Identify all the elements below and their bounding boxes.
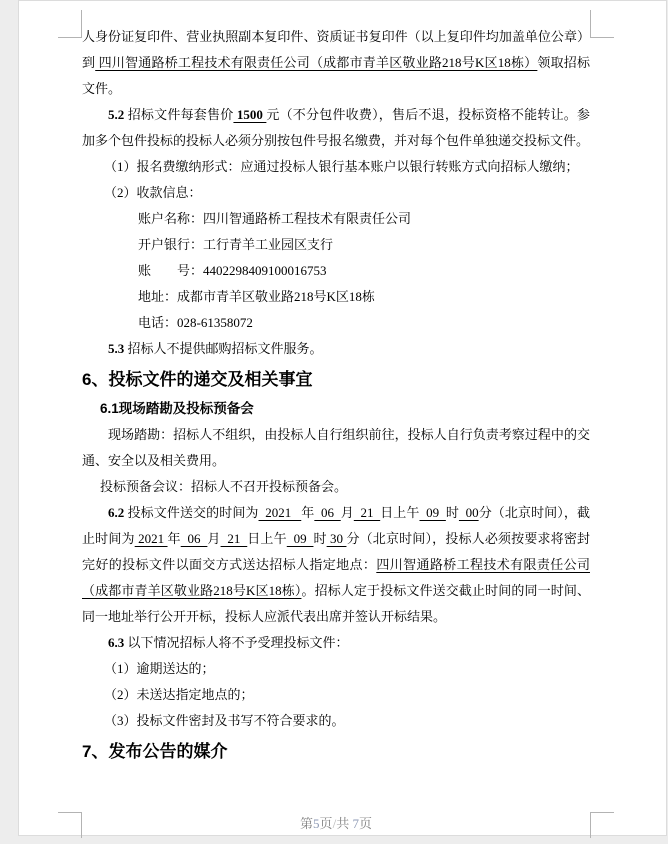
text-run: 四川智通路桥工程技术有限责任公司（成都市青羊区敬业路218号K区18栋） [95,55,538,70]
text-run: 年 [301,505,315,520]
text-run: 四川智通路桥工程技术有限责任公司（成都市青羊区敬业路218号K区18栋） [82,557,590,598]
text-run: 5 [313,816,320,831]
text-run: 00 [458,505,479,520]
text-run: 5.2 [108,107,128,122]
document-body [82,24,590,768]
text-run: 时 [445,505,459,520]
text-boundary-mark-bottom-right [590,812,614,838]
text-run: 月 [340,505,354,520]
text-run: 月 [207,531,221,546]
text-run: 共 [336,816,353,831]
text-run: 7 [352,816,359,831]
paragraph-site-visit: 现场踏勘：招标人不组织，由投标人自行组织前往，投标人自行负责考察过程中的交通、安全以及相关费用。 [82,427,590,468]
paragraph-pre-bid-meeting: 投标预备会议：招标人不召开投标预备会。 [100,479,348,494]
paragraph-5-3-no-mail-order [82,336,590,362]
text-run: 2021 [134,531,168,546]
text-run: 招标人不提供邮购招标文件服务。 [127,341,323,356]
heading-section-6: 6、投标文件的递交及相关事宜 [82,370,313,389]
heading-section-6-1: 6.1现场踏勘及投标预备会 [100,401,254,416]
paragraph-5-2-document-price [82,102,590,154]
text-run: 2021 [258,505,302,520]
text-run: 页 [358,816,372,831]
text-run: / [332,816,337,831]
text-run: 分（北京时间），截止时间为 [82,505,590,546]
text-run: 6.2 [108,505,128,520]
text-run: 以下情况招标人将不予受理投标文件： [127,635,349,650]
list-item-fee-payment-method: （1）报名费缴纳形式：应通过投标人银行基本账户以银行转账方式向招标人缴纳； [104,159,579,174]
text-run: 09 [286,531,314,546]
text-run: 。招标人定于投标文件送交截止时间的同一时间、同一地址举行公开开标，投标人应派代表出席并签认开标结果。 [82,583,590,624]
text-run: 日上午 [247,531,287,546]
list-item-payee-info: （2）收款信息： [104,185,202,200]
list-item-seal-noncompliant: （3）投标文件密封及书写不符合要求的。 [104,713,345,728]
text-run: 页 [319,816,333,831]
text-run: 06 [314,505,341,520]
paragraph-6-3-rejection-cases [82,630,590,656]
text-run: 30 [326,531,347,546]
text-run: 日上午 [380,505,420,520]
paragraph-6-2-submission-time [82,500,590,630]
text-run: 6.3 [108,635,128,650]
text-run: 第 [300,816,314,831]
text-run: 分（北京时间），投标人必须按要求将密封完好的投标文件以面交方式送达招标人指定地点： [82,531,590,572]
text-run: 投标文件送交的时间为 [127,505,259,520]
page-footer [82,814,590,834]
text-run: 06 [180,531,208,546]
text-run: 1500 [233,107,267,122]
bank-address: 地址：成都市青羊区敬业路218号K区18栋 [138,289,375,304]
text-run: 元（不分包件收费），售后不退，投标资格不能转让。参加多个包件投标的投标人必须分别按包件号报名缴费，并对每个包件单独递交投标文件。 [82,107,590,148]
heading-section-7: 7、发布公告的媒介 [82,742,228,761]
text-run: 招标文件每套售价 [127,107,234,122]
bank-branch: 开户银行：工行青羊工业园区支行 [138,237,334,252]
text-run: 人身份证复印件、营业执照副本复印件、资质证书复印件（以上复印件均加盖单位公章）到 [82,29,590,70]
text-boundary-mark-bottom-left [58,812,82,838]
text-run: 21 [220,531,248,546]
text-boundary-mark-top-right [590,10,614,38]
list-item-late-delivery: （1）逾期送达的； [104,661,215,676]
bank-phone: 电话：028-61358072 [138,315,253,330]
text-run: 5.3 [108,341,128,356]
list-item-wrong-place: （2）未送达指定地点的； [104,687,254,702]
text-run: 领取招标文件。 [82,55,590,96]
text-run: 时 [313,531,327,546]
text-run: 09 [419,505,446,520]
paragraph-receive-documents [82,24,590,102]
text-run: 21 [353,505,381,520]
text-run: 年 [167,531,181,546]
bank-account-number: 账 号：4402298409100016753 [138,263,327,278]
text-boundary-mark-top-left [58,10,82,38]
bank-account-name: 账户名称：四川智通路桥工程技术有限责任公司 [138,211,412,226]
